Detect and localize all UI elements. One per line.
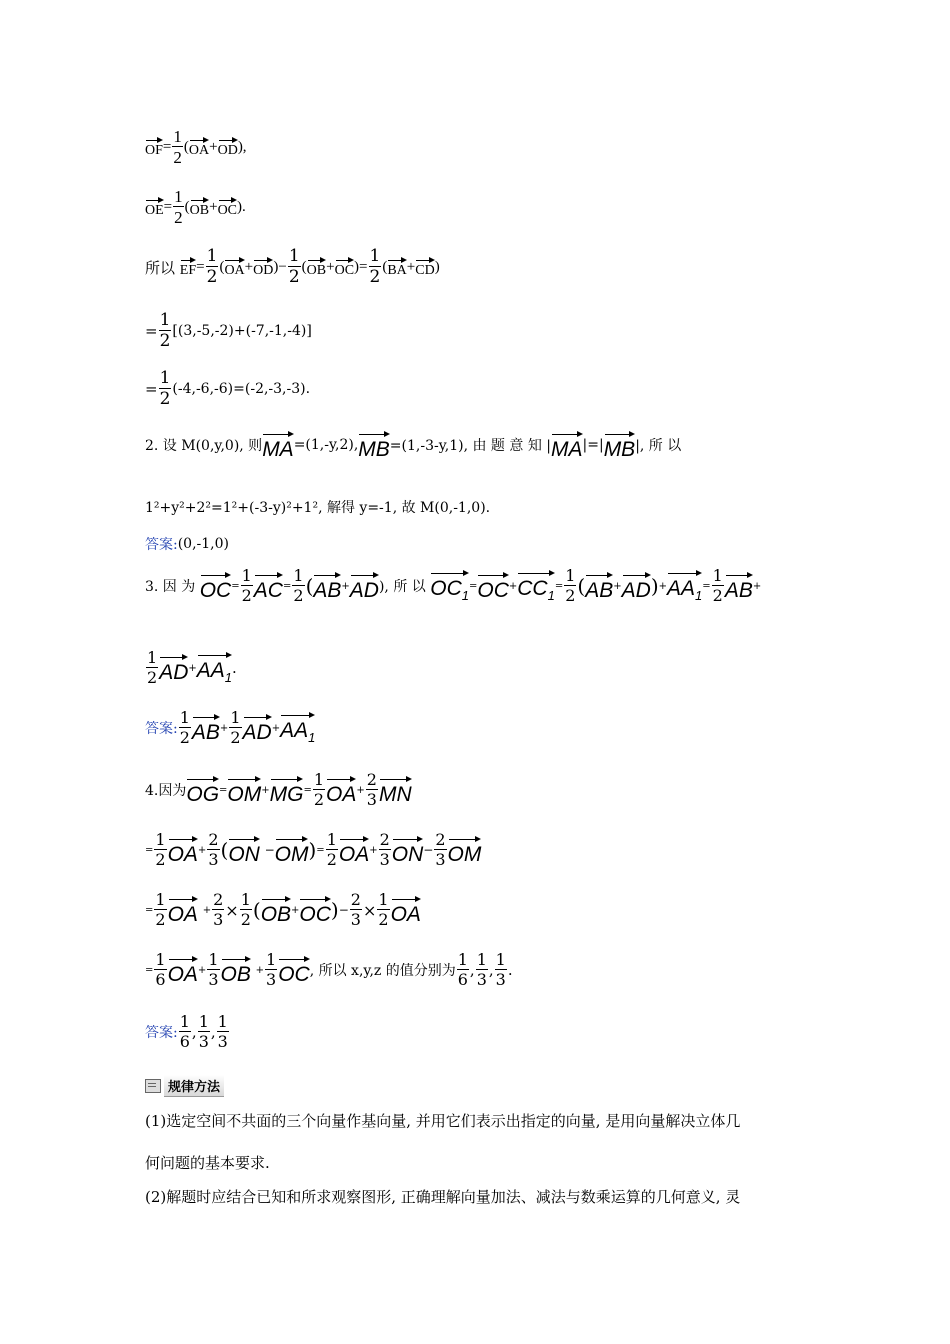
vector-ob: OB	[261, 895, 291, 925]
formula-ef	[145, 248, 440, 286]
fraction: $\frac{2}{3}$	[435, 830, 446, 869]
formula-oe	[145, 188, 246, 226]
vector-ma: MA	[551, 430, 583, 460]
fraction: $\frac{1}{2}$	[565, 566, 576, 605]
vector-aa1: $AA_1$	[197, 651, 232, 684]
plus: +	[209, 138, 218, 155]
problem-4-step-2	[145, 892, 421, 928]
fraction: $\frac{1}{2}$	[155, 890, 166, 929]
plus: +	[271, 722, 281, 734]
equals: =	[163, 198, 173, 215]
answer-label: 答案:	[145, 537, 178, 553]
paren: )	[273, 258, 279, 275]
answer-label: 答案:	[145, 1025, 178, 1041]
text: |=|	[582, 437, 604, 453]
fraction: $\frac{2}{3}$	[213, 890, 224, 929]
period: .	[507, 961, 513, 979]
paren: )	[650, 574, 659, 598]
vector-od: OD	[218, 137, 238, 158]
fraction: $\frac{1}{2}$	[159, 310, 171, 351]
plus: +	[369, 844, 378, 856]
plus: +	[197, 844, 207, 856]
fraction: $\frac{1}{2}$	[288, 246, 300, 287]
vector-oc: OC	[200, 571, 232, 601]
plus: +	[508, 580, 518, 592]
fraction: $\frac{1}{3}$	[208, 950, 219, 989]
formula-of	[145, 128, 247, 166]
vector-ad: AD	[350, 571, 379, 601]
vector-om: OM	[448, 835, 482, 865]
fraction: $\frac{1}{2}$	[369, 246, 381, 287]
equals: =	[145, 322, 158, 340]
vector-oa: OA	[168, 955, 198, 985]
vector-mb: MB	[358, 430, 390, 460]
vector-ab: AB	[313, 571, 341, 601]
vector-ad: AD	[622, 571, 651, 601]
method-paragraph-1-cont: 何问题的基本要求.	[145, 1154, 270, 1172]
equals: =	[468, 580, 478, 592]
paren: (	[301, 258, 307, 275]
vector-oa: OA	[168, 835, 198, 865]
fraction: $\frac{1}{6}$	[457, 950, 468, 989]
vector-om: OM	[275, 835, 309, 865]
text: 3. 因 为	[145, 579, 196, 595]
vector-ob: OB	[307, 257, 326, 278]
plus: +	[219, 722, 229, 734]
vector-on: ON	[228, 835, 260, 865]
text: |, 所 以	[635, 438, 682, 454]
plus: +	[291, 904, 300, 916]
plus: +	[752, 580, 762, 592]
note-icon	[145, 1079, 161, 1093]
fraction: $\frac{1}{2}$	[174, 187, 183, 227]
fraction: $\frac{1}{3}$	[495, 950, 506, 989]
problem-3-statement	[145, 568, 761, 604]
equals: =	[162, 138, 172, 155]
section-header	[145, 1076, 224, 1096]
vector-mn: MN	[379, 775, 412, 805]
fraction: $\frac{1}{2}$	[240, 890, 251, 929]
vector-og: OG	[186, 775, 219, 805]
fraction: $\frac{1}{3}$	[266, 950, 277, 989]
vector-od: OD	[253, 257, 273, 278]
problem-2-solution	[145, 497, 490, 517]
vector-oa: OA	[391, 895, 421, 925]
plus: +	[188, 662, 197, 674]
vector-oa: OA	[326, 775, 356, 805]
minus: −	[278, 258, 287, 275]
vector-oe: OE	[145, 197, 164, 218]
vector-oc: OC	[218, 197, 237, 218]
paren: (	[382, 258, 388, 275]
equals: =	[359, 258, 368, 275]
fraction: $\frac{1}{2}$	[326, 830, 337, 869]
vector-ob: OB	[190, 197, 209, 218]
fraction: $\frac{1}{2}$	[241, 566, 252, 605]
vector-ba: BA	[387, 257, 406, 278]
fraction: $\frac{2}{3}$	[366, 770, 377, 809]
problem-4-statement	[145, 772, 412, 808]
vector-cc1: $CC_1$	[517, 569, 555, 602]
plus: +	[326, 258, 335, 275]
vector-oa: OA	[339, 835, 369, 865]
paren: )	[434, 258, 440, 275]
equals: =	[316, 844, 325, 856]
fraction: $\frac{2}{3}$	[350, 890, 361, 929]
vector-ma: MA	[262, 430, 294, 460]
paren: (	[184, 198, 190, 215]
expression: (-4,-6,-6)=(-2,-3,-3).	[172, 381, 311, 397]
vector-oc: OC	[278, 955, 310, 985]
vector-of: OF	[145, 137, 163, 158]
text: ), 所 以	[378, 579, 426, 595]
plus: +	[202, 904, 212, 916]
paren: (	[252, 898, 261, 922]
equals: =	[702, 580, 711, 592]
paren: )	[354, 258, 360, 275]
minus: −	[338, 903, 349, 917]
minus: −	[423, 843, 434, 857]
problem-4-step-1	[145, 832, 481, 868]
plus: +	[341, 580, 350, 592]
fraction: $\frac{2}{3}$	[208, 830, 219, 869]
minus: −	[264, 843, 275, 857]
section-title: 规律方法	[164, 1075, 224, 1097]
method-paragraph-2: (2)解题时应结合已知和所求观察图形, 正确理解向量加法、减法与数乘运算的几何意义, 灵	[145, 1188, 741, 1206]
vector-cd: CD	[415, 257, 434, 278]
plus: +	[209, 198, 218, 215]
vector-oc: OC	[477, 571, 509, 601]
text: =(1,-3-y,1), 由 题 意 知 |	[389, 438, 552, 454]
vector-oc: OC	[299, 895, 331, 925]
vector-ac: AC	[254, 571, 283, 601]
vector-ad: AD	[243, 713, 272, 743]
paren: (	[183, 138, 189, 155]
fraction: $\frac{1}{2}$	[712, 566, 723, 605]
paren: (	[219, 258, 225, 275]
formula-step-1	[145, 312, 312, 350]
fraction: $\frac{2}{3}$	[379, 830, 390, 869]
fraction: $\frac{1}{3}$	[198, 1012, 209, 1051]
answer-3	[145, 710, 315, 746]
fraction: $\frac{1}{2}$	[230, 708, 241, 747]
paren: ),	[237, 138, 247, 155]
plus: +	[255, 964, 265, 976]
fraction: $\frac{1}{2}$	[378, 890, 389, 929]
plus: +	[197, 964, 207, 976]
paren: (	[220, 838, 229, 862]
paren: ).	[237, 198, 246, 215]
vector-oa: OA	[189, 137, 209, 158]
vector-ab: AB	[725, 571, 753, 601]
equals: =	[145, 904, 154, 916]
formula-step-2	[145, 370, 310, 408]
vector-oc: OC	[335, 257, 354, 278]
vector-ob: OB	[221, 955, 251, 985]
fraction: $\frac{1}{2}$	[293, 566, 304, 605]
expression: [(3,-5,-2)+(-7,-1,-4)]	[172, 323, 312, 339]
period: .	[232, 659, 237, 677]
equals: =	[231, 580, 240, 592]
answer-4: 答案: $\frac{1}{6}$ , $\frac{1}{3}$ , $\frac{1}{3}$	[145, 1012, 228, 1051]
answer-2	[145, 534, 229, 554]
paren: (	[305, 574, 314, 598]
plus: +	[658, 580, 668, 592]
equals: =	[554, 580, 564, 592]
vector-ab: AB	[192, 713, 220, 743]
fraction: $\frac{1}{2}$	[179, 708, 190, 747]
plus: +	[613, 580, 622, 592]
vector-mg: MG	[270, 775, 304, 805]
equals: =	[145, 844, 154, 856]
times: ×	[225, 900, 239, 920]
plus: +	[356, 784, 365, 796]
text: =(1,-y,2),	[293, 437, 359, 453]
times: ×	[362, 900, 377, 920]
plus: +	[406, 258, 416, 275]
problem-2-statement	[145, 430, 681, 460]
equals: =	[219, 784, 228, 796]
paren: )	[308, 838, 317, 862]
fraction: $\frac{1}{3}$	[476, 950, 487, 989]
paren: )	[330, 898, 339, 922]
fraction: $\frac{1}{2}$	[159, 368, 171, 409]
text: , 所以 x,y,z 的值分别为	[309, 963, 456, 979]
plus: +	[244, 258, 254, 275]
equals: =	[282, 580, 292, 592]
fraction: $\frac{1}{2}$	[206, 246, 218, 287]
equals: =	[196, 258, 205, 275]
method-paragraph-1: (1)选定空间不共面的三个向量作基向量, 并用它们表示出指定的向量, 是用向量解决立体几	[145, 1112, 741, 1130]
paren: (	[577, 574, 586, 598]
fraction: $\frac{1}{2}$	[173, 127, 182, 167]
answer-label: 答案:	[145, 721, 178, 737]
vector-ad: AD	[159, 653, 188, 683]
fraction: $\frac{1}{6}$	[179, 1012, 190, 1051]
equals: =	[145, 380, 158, 398]
text: 4.因为	[145, 783, 187, 799]
equals: =	[145, 964, 154, 976]
vector-on: ON	[392, 835, 424, 865]
vector-oa: OA	[224, 257, 244, 278]
vector-mb: MB	[604, 430, 636, 460]
plus: +	[261, 784, 270, 796]
vector-aa1: $AA_1$	[280, 711, 315, 744]
text: 1²+y²+2²=1²+(-3-y)²+1², 解得 y=-1, 故 M(0,-1,0).	[145, 500, 491, 516]
text-suoyi: 所以	[145, 258, 176, 277]
fraction: $\frac{1}{2}$	[147, 648, 158, 687]
problem-3-continuation	[145, 650, 237, 686]
vector-aa1: $AA_1$	[667, 569, 702, 602]
problem-4-step-3: = $\frac{1}{6}$ OA + $\frac{1}{3}$ OB + $\frac{1}{3}$ OC , 所以 x,y,z 的值分别为 $\frac{1}{6}$ , $\frac{1}{3}$ , $\frac{1}{3}$ .	[145, 950, 513, 989]
equals: =	[303, 784, 312, 796]
fraction: $\frac{1}{2}$	[155, 830, 166, 869]
vector-ef: EF	[180, 257, 196, 278]
vector-om: OM	[227, 775, 261, 805]
vector-oc1: $OC_1$	[430, 569, 469, 602]
vector-ab: AB	[585, 571, 613, 601]
fraction: $\frac{1}{3}$	[217, 1012, 228, 1051]
fraction: $\frac{1}{6}$	[155, 950, 166, 989]
text: 2. 设 M(0,y,0), 则	[145, 438, 263, 454]
fraction: $\frac{1}{2}$	[313, 770, 325, 809]
vector-oa: OA	[168, 895, 198, 925]
answer-value: (0,-1,0)	[177, 536, 229, 552]
